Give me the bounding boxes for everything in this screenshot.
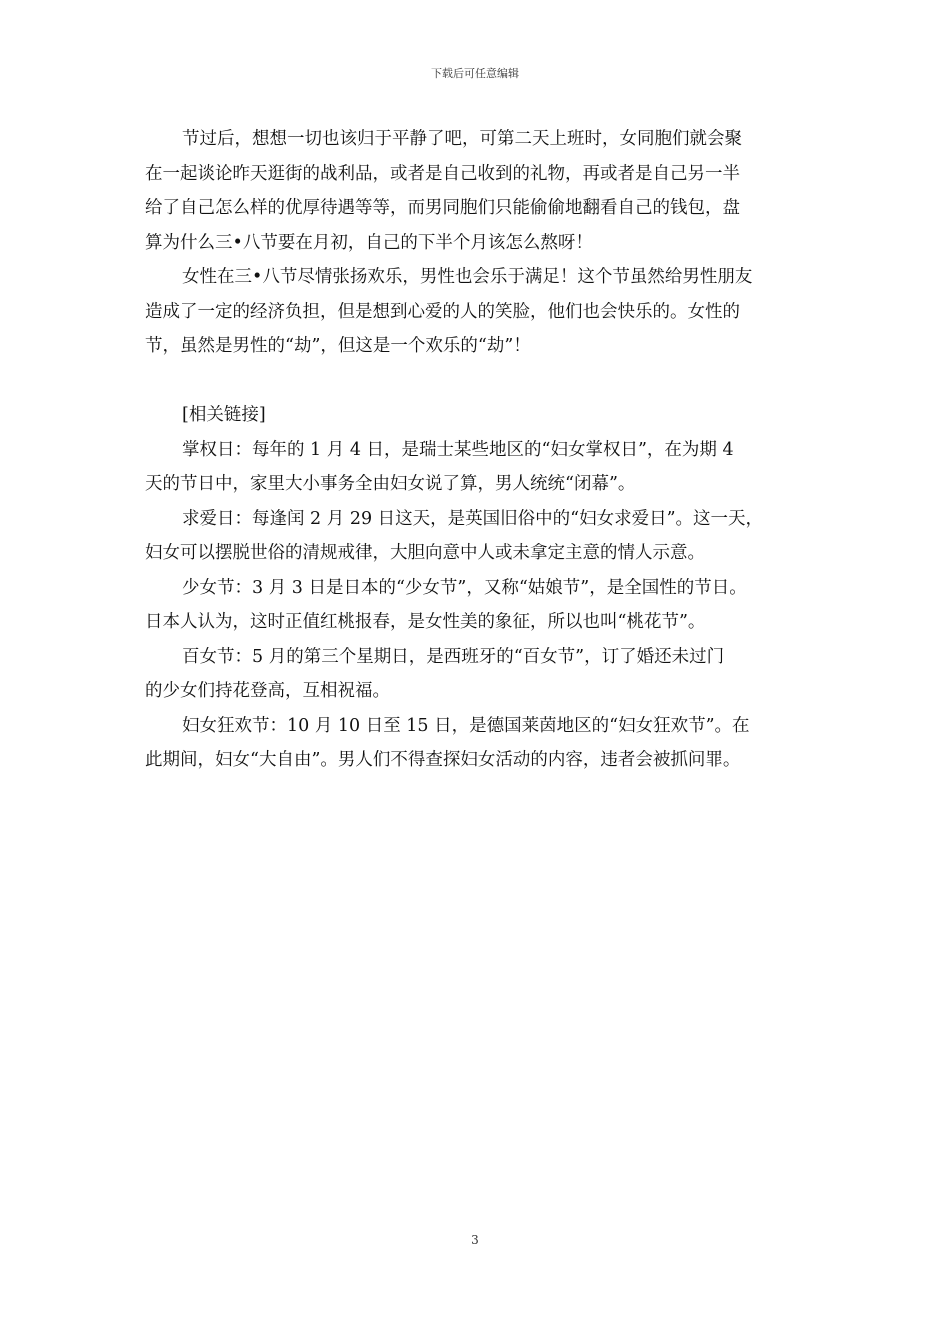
paragraph-line: 妇女狂欢节：10 月 10 日至 15 日，是德国莱茵地区的“妇女狂欢节”。在	[182, 715, 750, 736]
blank-line	[145, 364, 825, 399]
paragraph-line: 在一起谈论昨天逛街的战利品，或者是自己收到的礼物，再或者是自己另一半	[145, 163, 740, 184]
page-number: 3	[471, 1233, 479, 1247]
paragraph-line: 求爱日：每逢闰 2 月 29 日这天，是英国旧俗中的“妇女求爱日”。这一天，	[182, 508, 764, 529]
paragraph-line: 掌权日：每年的 1 月 4 日，是瑞士某些地区的“妇女掌权日”，在为期 4	[182, 439, 734, 460]
paragraph-line: 给了自己怎么样的优厚待遇等等，而男同胞们只能偷偷地翻看自己的钱包，盘	[145, 198, 740, 218]
paragraph-line: 女性在三•八节尽情张扬欢乐，男性也会乐于满足！这个节虽然给男性朋友	[182, 267, 753, 287]
paragraph-line: 百女节：5 月的第三个星期日，是西班牙的“百女节”，订了婚还未过门	[182, 646, 725, 667]
paragraph-line: 造成了一定的经济负担，但是想到心爱的人的笑脸，他们也会快乐的。女性的	[145, 301, 740, 322]
paragraph-line: 节过后，想想一切也该归于平静了吧，可第二天上班时，女同胞们就会聚	[182, 129, 742, 149]
document-body	[145, 122, 825, 778]
paragraph-line: 节，虽然是男性的“劫”，但这是一个欢乐的“劫”！	[145, 336, 531, 356]
paragraph-line: 天的节日中，家里大小事务全由妇女说了算，男人统统“闭幕”。	[145, 474, 636, 494]
paragraph-line: 的少女们持花登高，互相祝福。	[145, 681, 390, 701]
paragraph-line: 少女节：3 月 3 日是日本的“少女节”，又称“姑娘节”，是全国性的节日。	[182, 577, 747, 598]
paragraph-line: 日本人认为，这时正值红桃报春，是女性美的象征，所以也叫“桃花节”。	[145, 612, 706, 632]
paragraph-line: 此期间，妇女“大自由”。男人们不得查探妇女活动的内容，违者会被抓问罪。	[145, 750, 741, 770]
paragraph-line: 算为什么三•八节要在月初，自己的下半个月该怎么熬呀！	[145, 232, 593, 253]
paragraph-line: 妇女可以摆脱世俗的清规戒律，大胆向意中人或未拿定主意的情人示意。	[145, 543, 705, 563]
section-heading-related-links: [相关链接]	[182, 405, 266, 425]
page-header: 下载后可任意编辑	[431, 67, 519, 80]
